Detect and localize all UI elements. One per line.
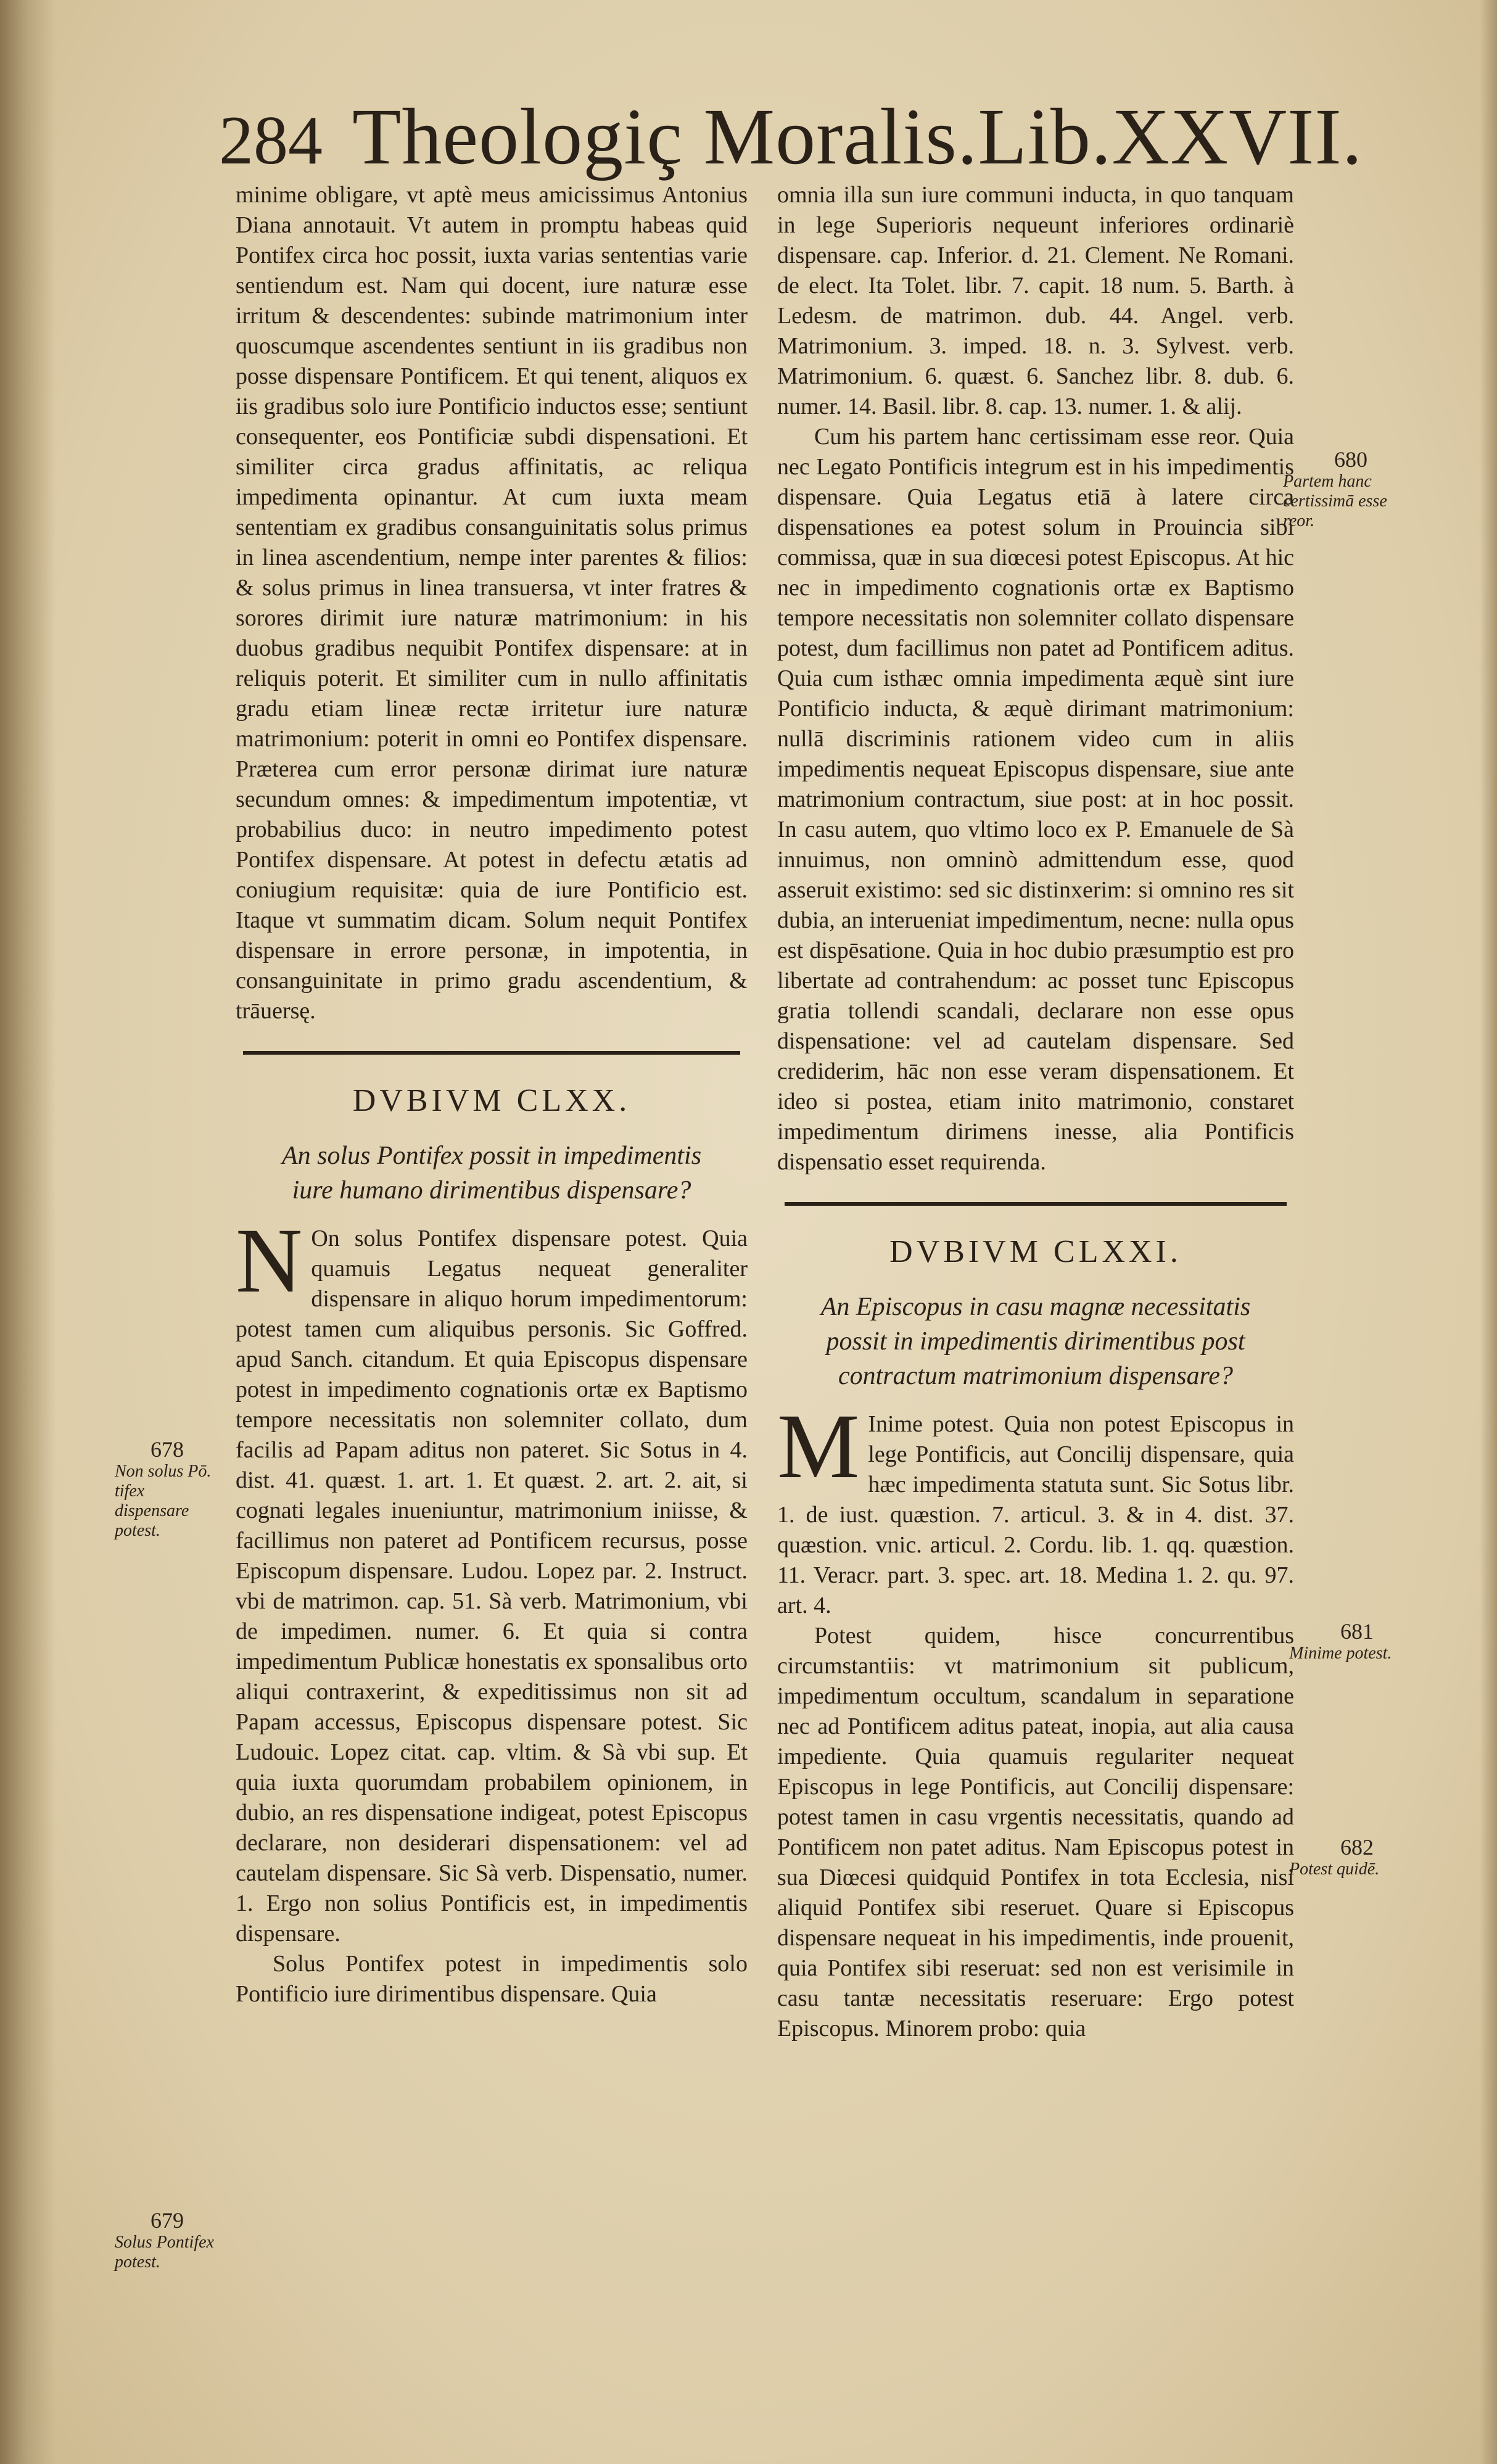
drop-cap: N <box>236 1209 303 1312</box>
right-paragraph-last: Potest quidem, hisce concurrentibus circumstantiis: vt matrimonium sit publicum, impedimentum occultum, scandalum in separatione nec ad Pontificem aditus pateat, inopia, aut alia causa impediente. Quia quamuis regulariter nequeat Episcopus in lege Pontificis, aut Concilij dispensare: potest tamen in casu vrgentis necessitatis, quando ad Pontificem non patet aditus. Nam Episcopus potest in sua Diœcesi quidquid Pontifex in tota Ecclesia, nisi aliquid Pontifex sibi reseruet. Quare si Episcopus dispensare nequeat in his impedimentis, inde prouenit, quia Pontifex sibi reseruat: sed non est verisimile in casu tantæ necessitatis reseruare: Ergo potest Episcopus. Minorem probo: quia <box>777 1623 1294 2042</box>
left-paragraph-top: minime obligare, vt aptè meus amicissimus Antonius Diana annotauit. Vt autem in promptu habeas quid Pontifex circa hoc possit, iuxta varias sententias varie sentiendum est. Nam qui docent, iure naturæ esse irritum & descendentes: subinde matrimonium inter quoscumque ascendentes sentiunt in iis gradibus non posse dispensare Pontificem. Et qui tenent, aliquos ex iis gradibus solo iure Pontificio inductos esse; sentiunt consequenter, eos Pontificiæ subdi dispensationi. Et similiter circa gradus affinitatis, ac reliqua impedimenta opinantur. At cum iuxta meam sententiam ex gradibus consanguinitatis solus primus in linea ascendentium, nempe inter parentes & filios: & solus primus in linea transuersa, vt inter fratres & sorores dirimit iure naturæ matrimonium: in his duobus gradibus nequibit Pontifex dispensare: at in reliquis poterit. Et similiter cum in nullo affinitatis gradu etiam lineæ rectæ irritetur iure naturæ matrimonium: poterit in omni eo Pontifex dispensare. Præterea cum error personæ dirimat iure naturæ secundum omnes: & impedimentum impotentiæ, vt probabilius duco: in neutro impedimento potest Pontifex dispensare. At potest in defectu ætatis ad coniugium requisitæ: quia de iure Pontificio est. Itaque vt summatim dicam. Solum nequit Pontifex dispensare in errore personæ, in impotentia, in consanguinitate in primo gradu ascendentium, & trāuersę. <box>236 182 748 1024</box>
left-column <box>236 180 748 2009</box>
margin-note-text: Solus Pontifex potest. <box>115 2233 214 2272</box>
right-paragraph-main-text: Inime potest. Quia non potest Episcopus in lege Pontificis, aut Concilij dispensare, quia hæc impedimenta statuta sunt. Sic Sotus libr. 1. de iust. quæstion. 7. articul. 3. & in 4. dist. 37. quæstion. vnic. articul. 2. Cordu. lib. 1. qq. quæstion. 11. Veracr. part. 3. spec. art. 18. Medina 1. 2. qu. 97. art. 4. <box>777 1411 1294 1618</box>
margin-note-number: 680 <box>1334 447 1367 472</box>
dubium-title: DVBIVM CLXX. <box>352 1083 631 1118</box>
margin-note-number: 681 <box>1340 1619 1374 1644</box>
margin-note-text: Minime potest. <box>1289 1644 1392 1663</box>
margin-note-text: Potest quidē. <box>1289 1860 1380 1879</box>
drop-cap: M <box>777 1395 860 1498</box>
dubium-title: DVBIVM CLXXI. <box>889 1234 1182 1269</box>
right-column <box>777 180 1294 2044</box>
margin-note <box>115 2208 220 2272</box>
left-paragraph-end: Solus Pontifex potest in impedimentis solo Pontificio iure dirimentibus dispensare. Quia <box>236 1951 748 2007</box>
margin-note-text: Non solus Pō. tifex dispensare potest. <box>115 1462 212 1540</box>
page-title: Theologiç Moralis.Lib.XXVII. <box>352 93 1363 181</box>
right-paragraph-top: omnia illa sun iure communi inducta, in quo tanquam in lege Superioris nequeunt inferiores ordinariè dispensare. cap. Inferior. d. 21. Clement. Ne Romani. de elect. Ita Tolet. libr. 7. capit. 18 num. 5. Barth. à Ledesm. de matrimon. dub. 44. Angel. verb. Matrimonium. 3. imped. 18. n. 3. Sylvest. verb. Matrimonium. 6. quæst. 6. Sanchez libr. 8. dub. 6. numer. 14. Basil. libr. 8. cap. 13. numer. 1. & alij. <box>777 182 1294 419</box>
margin-note <box>1289 1619 1425 1663</box>
page-number: 284 <box>219 102 323 179</box>
margin-note-number: 679 <box>151 2208 184 2233</box>
left-paragraph-main <box>236 1209 748 1949</box>
margin-note <box>1283 447 1419 531</box>
right-paragraph-main <box>777 1395 1294 1621</box>
section-rule <box>785 1202 1287 1206</box>
section-rule <box>243 1051 740 1055</box>
right-paragraph-cum: Cum his partem hanc certissimam esse reor. Quia nec Legato Pontificis integrum est in his impedimentis dispensare. Quia Legatus etiā à latere circa dispensationes ea potest solum in Prouincia sibi commissa, quæ in sua diœcesi potest Episcopus. At hic nec in impedimento cognationis ortæ ex Baptismo tempore necessitatis non solemniter collato dispensare potest, dum facillimus non patet ad Pontificem aditus. Quia cum isthæc omnia impedimenta æquè sint iure Pontificio inducta, & æquè dirimant matrimonium: nullā discriminis rationem video cum in aliis impedimentis nequeat Episcopus dispensare, siue ante matrimonium contractum, siue post: at in hoc possit. In casu autem, quo vltimo loco ex P. Emanuele de Sà innuimus, non omninò admittendum esse, quod asseruit existimo: sed sic distinxerim: si omnino res sit dubia, an interueniat impedimentum, necne: nulla opus est dispēsatione. Quia in hoc dubio præsumptio est pro libertate ad contrahendum: ac posset tunc Episcopus gratia tollendi scandali, declarare non esse opus dispensatione: vel ad cautelam dispensare. Sed crediderim, hāc non esse veram dispensationem. Et ideo si postea, etiam inito matrimonio, constaret impedimentum dirimens inesse, alia Pontificis dispensatio esset requirenda. <box>777 424 1294 1175</box>
margin-note <box>115 1437 220 1541</box>
margin-note <box>1289 1835 1425 1879</box>
margin-note-number: 682 <box>1340 1835 1374 1860</box>
dubium-question: An solus Pontifex possit in impedimentis iure humano dirimentibus dispensare? <box>281 1142 702 1205</box>
binding-shadow <box>0 0 56 2464</box>
page-edge-shadow <box>1480 0 1497 2464</box>
running-head <box>219 93 1363 182</box>
dubium-question: An Episcopus in casu magnæ necessitatis possit in impedimentis dirimentibus post contractum matrimonium dispensare? <box>820 1293 1251 1390</box>
margin-note-text: Partem hanc certissimā esse reor. <box>1283 472 1387 530</box>
margin-note-number: 678 <box>151 1437 184 1462</box>
left-paragraph-main-text: On solus Pontifex dispensare potest. Quia quamuis Legatus nequeat generaliter dispensare in aliquo horum impedimentorum: potest tamen cum aliquibus personis. Sic Goffred. apud Sanch. citandum. Et quia Episcopus dispensare potest in impedimento cognationis ortæ ex Baptismo tempore necessitatis non solemniter collato, dum facilis ad Papam aditus non pateret. Sic Sotus in 4. dist. 41. quæst. 1. art. 1. Et quæst. 2. art. 2. ait, si cognati legales inueniuntur, matrimonium iniisse, & facillimus non pateret ad Pontificem recursus, posse Episcopum dispensare. Ludou. Lopez par. 2. Instruct. vbi de matrimon. cap. 51. Sà verb. Matrimonium, vbi de impedimen. numer. 6. Et quia si contra impedimentum Publicæ honestatis ex sponsalibus orto aliqui contraxerint, & expeditissimus non sit ad Papam accessus, Episcopus dispensare potest. Sic Ludouic. Lopez citat. cap. vltim. & Sà vbi sup. Et quia iuxta quorumdam probabilem opinionem, in dubio, an res dispensatione indigeat, potest Episcopus declarare, non desiderari dispensationem: vel ad cautelam dispensare. Sic Sà verb. Dispensatio, numer. 1. Ergo non solius Pontificis est, in impedimentis dispensare. <box>236 1226 748 1947</box>
